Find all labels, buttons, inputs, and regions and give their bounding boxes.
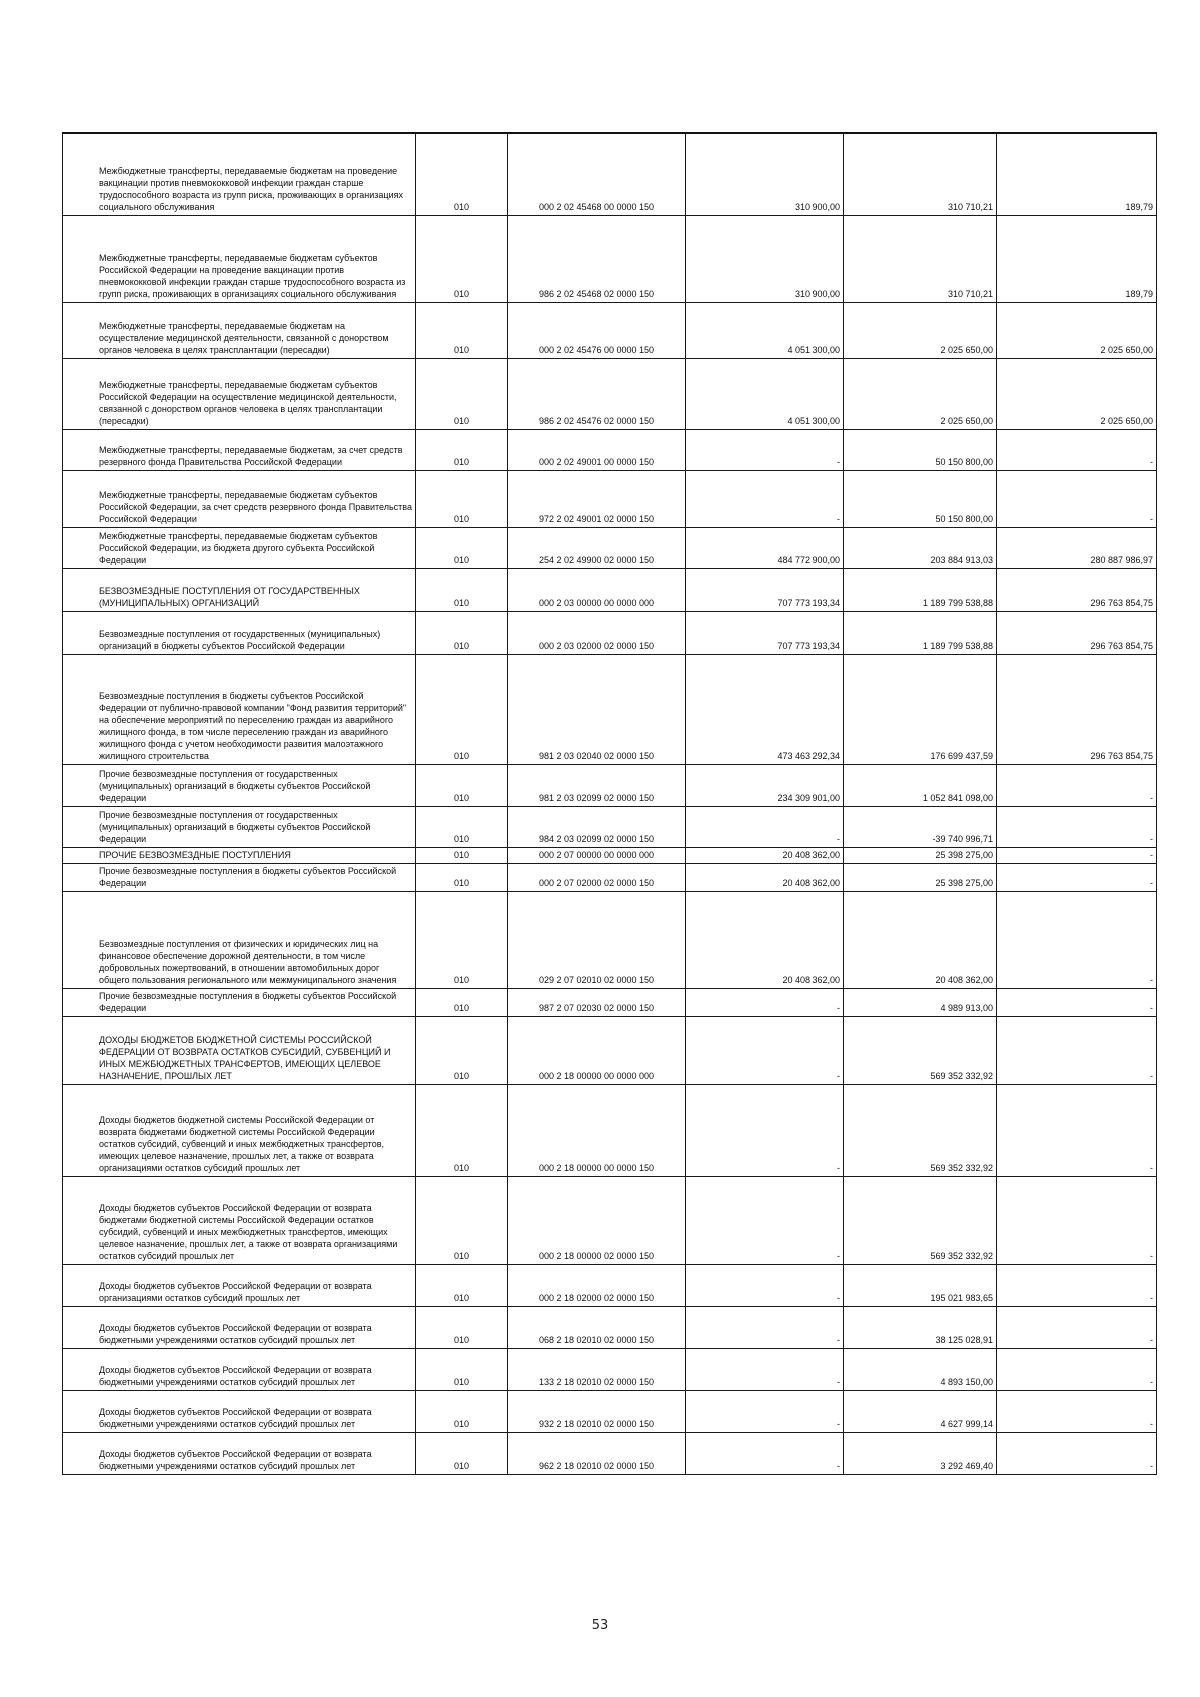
row-budget-classification-code: 000 2 03 02000 02 0000 150 (508, 611, 686, 654)
row-unexecuted-amount: - (997, 863, 1157, 891)
row-executed-amount: 2 025 650,00 (844, 302, 997, 358)
row-approved-amount: - (686, 1390, 844, 1432)
row-unexecuted-amount: - (997, 470, 1157, 527)
row-budget-classification-code: 254 2 02 49900 02 0000 150 (508, 527, 686, 568)
row-budget-classification-code: 000 2 18 02000 02 0000 150 (508, 1264, 686, 1306)
table-row (63, 470, 1157, 527)
row-approved-amount: 484 772 900,00 (686, 527, 844, 568)
row-executed-amount: 203 884 913,03 (844, 527, 997, 568)
table-row (63, 654, 1157, 764)
row-approved-amount: - (686, 1432, 844, 1474)
row-executed-amount: 195 021 983,65 (844, 1264, 997, 1306)
row-line-code: 010 (416, 847, 508, 863)
table-row (63, 847, 1157, 863)
row-name: Прочие безвозмездные поступления от государственных (муниципальных) организаций в бюджеты субъектов Российской Федерации (63, 806, 416, 847)
table-row (63, 302, 1157, 358)
row-executed-amount: 20 408 362,00 (844, 891, 997, 988)
row-line-code: 010 (416, 1176, 508, 1264)
row-line-code: 010 (416, 654, 508, 764)
row-unexecuted-amount: - (997, 1264, 1157, 1306)
row-line-code: 010 (416, 1432, 508, 1474)
row-budget-classification-code: 000 2 02 45468 00 0000 150 (508, 133, 686, 215)
table-row (63, 568, 1157, 611)
row-unexecuted-amount: - (997, 988, 1157, 1016)
row-name: Межбюджетные трансферты, передаваемые бюджетам, за счет средств резервного фонда Правительства Российской Федерации (63, 429, 416, 470)
row-line-code: 010 (416, 1084, 508, 1176)
row-unexecuted-amount: - (997, 847, 1157, 863)
row-line-code: 010 (416, 133, 508, 215)
row-unexecuted-amount: - (997, 1432, 1157, 1474)
row-budget-classification-code: 987 2 07 02030 02 0000 150 (508, 988, 686, 1016)
row-budget-classification-code: 986 2 02 45468 02 0000 150 (508, 215, 686, 302)
row-executed-amount: 310 710,21 (844, 133, 997, 215)
row-line-code: 010 (416, 1264, 508, 1306)
row-line-code: 010 (416, 429, 508, 470)
row-executed-amount: 569 352 332,92 (844, 1016, 997, 1084)
row-executed-amount: 2 025 650,00 (844, 358, 997, 429)
row-line-code: 010 (416, 1348, 508, 1390)
row-approved-amount: 707 773 193,34 (686, 568, 844, 611)
row-executed-amount: 310 710,21 (844, 215, 997, 302)
row-approved-amount: 4 051 300,00 (686, 302, 844, 358)
table-row (63, 1348, 1157, 1390)
row-budget-classification-code: 000 2 18 00000 00 0000 150 (508, 1084, 686, 1176)
row-line-code: 010 (416, 988, 508, 1016)
row-name: Доходы бюджетов субъектов Российской Федерации от возврата бюджетными учреждениями остатков субсидий прошлых лет (63, 1348, 416, 1390)
row-executed-amount: 4 893 150,00 (844, 1348, 997, 1390)
row-line-code: 010 (416, 358, 508, 429)
row-line-code: 010 (416, 527, 508, 568)
table-row (63, 133, 1157, 215)
row-unexecuted-amount: 280 887 986,97 (997, 527, 1157, 568)
table-row (63, 611, 1157, 654)
row-name: Межбюджетные трансферты, передаваемые бюджетам на проведение вакцинации против пневмококковой инфекции граждан старше трудоспособного возраста из групп риска, проживающих в организациях социального обслуживания (63, 133, 416, 215)
row-executed-amount: 4 989 913,00 (844, 988, 997, 1016)
row-name: Прочие безвозмездные поступления в бюджеты субъектов Российской Федерации (63, 863, 416, 891)
row-approved-amount: 20 408 362,00 (686, 863, 844, 891)
row-budget-classification-code: 981 2 03 02040 02 0000 150 (508, 654, 686, 764)
row-approved-amount: - (686, 1016, 844, 1084)
row-name: Межбюджетные трансферты, передаваемые бюджетам субъектов Российской Федерации, за счет средств резервного фонда Правительства Российской Федерации (63, 470, 416, 527)
row-line-code: 010 (416, 891, 508, 988)
row-unexecuted-amount: 296 763 854,75 (997, 611, 1157, 654)
row-line-code: 010 (416, 764, 508, 806)
row-executed-amount: -39 740 996,71 (844, 806, 997, 847)
table-row (63, 806, 1157, 847)
row-unexecuted-amount: 2 025 650,00 (997, 358, 1157, 429)
row-budget-classification-code: 000 2 18 00000 00 0000 000 (508, 1016, 686, 1084)
row-budget-classification-code: 962 2 18 02010 02 0000 150 (508, 1432, 686, 1474)
row-executed-amount: 4 627 999,14 (844, 1390, 997, 1432)
table-row (63, 1432, 1157, 1474)
row-name: Безвозмездные поступления от государственных (муниципальных) организаций в бюджеты субъектов Российской Федерации (63, 611, 416, 654)
row-budget-classification-code: 029 2 07 02010 02 0000 150 (508, 891, 686, 988)
row-budget-classification-code: 932 2 18 02010 02 0000 150 (508, 1390, 686, 1432)
row-name: Доходы бюджетов субъектов Российской Федерации от возврата бюджетными учреждениями остатков субсидий прошлых лет (63, 1432, 416, 1474)
row-approved-amount: - (686, 806, 844, 847)
row-approved-amount: - (686, 988, 844, 1016)
row-line-code: 010 (416, 1306, 508, 1348)
row-approved-amount: 234 309 901,00 (686, 764, 844, 806)
table-row (63, 527, 1157, 568)
row-unexecuted-amount: - (997, 429, 1157, 470)
row-budget-classification-code: 000 2 07 02000 02 0000 150 (508, 863, 686, 891)
row-budget-classification-code: 000 2 02 45476 00 0000 150 (508, 302, 686, 358)
row-approved-amount: 473 463 292,34 (686, 654, 844, 764)
row-unexecuted-amount: - (997, 1348, 1157, 1390)
row-line-code: 010 (416, 215, 508, 302)
row-name: Безвозмездные поступления от физических и юридических лиц на финансовое обеспечение дорожной деятельности, в том числе добровольных пожертвований, в отношении автомобильных дорог общего пользования регионального или межмуниципального значения (63, 891, 416, 988)
row-approved-amount: 310 900,00 (686, 215, 844, 302)
row-approved-amount: - (686, 1084, 844, 1176)
row-line-code: 010 (416, 470, 508, 527)
table-row (63, 1084, 1157, 1176)
row-unexecuted-amount: - (997, 891, 1157, 988)
row-approved-amount: - (686, 470, 844, 527)
row-line-code: 010 (416, 863, 508, 891)
table-row (63, 988, 1157, 1016)
row-approved-amount: - (686, 1176, 844, 1264)
row-unexecuted-amount: 189,79 (997, 133, 1157, 215)
table-row (63, 1016, 1157, 1084)
row-budget-classification-code: 000 2 18 00000 02 0000 150 (508, 1176, 686, 1264)
row-executed-amount: 38 125 028,91 (844, 1306, 997, 1348)
row-budget-classification-code: 981 2 03 02099 02 0000 150 (508, 764, 686, 806)
row-name: Прочие безвозмездные поступления от государственных (муниципальных) организаций в бюджеты субъектов Российской Федерации (63, 764, 416, 806)
row-line-code: 010 (416, 806, 508, 847)
table-row (63, 764, 1157, 806)
row-budget-classification-code: 972 2 02 49001 02 0000 150 (508, 470, 686, 527)
row-name: ДОХОДЫ БЮДЖЕТОВ БЮДЖЕТНОЙ СИСТЕМЫ РОССИЙСКОЙ ФЕДЕРАЦИИ ОТ ВОЗВРАТА ОСТАТКОВ СУБСИДИЙ, СУБВЕНЦИЙ И ИНЫХ МЕЖБЮДЖЕТНЫХ ТРАНСФЕРТОВ, ИМЕЮЩИХ ЦЕЛЕВОЕ НАЗНАЧЕНИЕ, ПРОШЛЫХ ЛЕТ (63, 1016, 416, 1084)
row-approved-amount: 20 408 362,00 (686, 847, 844, 863)
row-line-code: 010 (416, 611, 508, 654)
row-unexecuted-amount: - (997, 764, 1157, 806)
row-executed-amount: 176 699 437,59 (844, 654, 997, 764)
table-row (63, 429, 1157, 470)
row-approved-amount: - (686, 1306, 844, 1348)
row-budget-classification-code: 133 2 18 02010 02 0000 150 (508, 1348, 686, 1390)
row-name: Доходы бюджетов субъектов Российской Федерации от возврата организациями остатков субсидий прошлых лет (63, 1264, 416, 1306)
row-executed-amount: 1 052 841 098,00 (844, 764, 997, 806)
row-approved-amount: - (686, 1348, 844, 1390)
row-line-code: 010 (416, 302, 508, 358)
row-executed-amount: 569 352 332,92 (844, 1176, 997, 1264)
row-name: Межбюджетные трансферты, передаваемые бюджетам субъектов Российской Федерации, из бюджета другого субъекта Российской Федерации (63, 527, 416, 568)
row-name: Прочие безвозмездные поступления в бюджеты субъектов Российской Федерации (63, 988, 416, 1016)
row-executed-amount: 569 352 332,92 (844, 1084, 997, 1176)
row-name: Доходы бюджетов бюджетной системы Российской Федерации от возврата бюджетами бюджетной системы Российской Федерации остатков субсидий, субвенций и иных межбюджетных трансфертов, имеющих целевое назначение, прошлых лет, а также от возврата организациями остатков субсидий прошлых лет (63, 1084, 416, 1176)
row-budget-classification-code: 000 2 02 49001 00 0000 150 (508, 429, 686, 470)
row-unexecuted-amount: - (997, 1390, 1157, 1432)
row-name: Доходы бюджетов субъектов Российской Федерации от возврата бюджетными учреждениями остатков субсидий прошлых лет (63, 1306, 416, 1348)
table-row (63, 1176, 1157, 1264)
table-row (63, 1264, 1157, 1306)
row-name: Межбюджетные трансферты, передаваемые бюджетам субъектов Российской Федерации на осуществление медицинской деятельности, связанной с донорством органов человека в целях трансплантации (пересадки) (63, 358, 416, 429)
table-row (63, 215, 1157, 302)
row-name: Межбюджетные трансферты, передаваемые бюджетам на осуществление медицинской деятельности, связанной с донорством органов человека в целях трансплантации (пересадки) (63, 302, 416, 358)
row-approved-amount: 310 900,00 (686, 133, 844, 215)
row-name: Доходы бюджетов субъектов Российской Федерации от возврата бюджетами бюджетной системы Российской Федерации остатков субсидий, субвенций и иных межбюджетных трансфертов, имеющих целевое назначение, прошлых лет, а также от возврата организациями остатков субсидий прошлых лет (63, 1176, 416, 1264)
row-unexecuted-amount: 296 763 854,75 (997, 654, 1157, 764)
row-executed-amount: 1 189 799 538,88 (844, 611, 997, 654)
row-unexecuted-amount: - (997, 1084, 1157, 1176)
page-number: 53 (591, 1618, 609, 1633)
row-executed-amount: 3 292 469,40 (844, 1432, 997, 1474)
row-budget-classification-code: 000 2 03 00000 00 0000 000 (508, 568, 686, 611)
table-body (63, 133, 1157, 1474)
row-budget-classification-code: 984 2 03 02099 02 0000 150 (508, 806, 686, 847)
row-line-code: 010 (416, 568, 508, 611)
row-approved-amount: 20 408 362,00 (686, 891, 844, 988)
row-unexecuted-amount: 2 025 650,00 (997, 302, 1157, 358)
row-approved-amount: 4 051 300,00 (686, 358, 844, 429)
row-unexecuted-amount: 189,79 (997, 215, 1157, 302)
row-approved-amount: - (686, 429, 844, 470)
row-unexecuted-amount: - (997, 1016, 1157, 1084)
row-line-code: 010 (416, 1390, 508, 1432)
row-line-code: 010 (416, 1016, 508, 1084)
row-executed-amount: 1 189 799 538,88 (844, 568, 997, 611)
row-name: Доходы бюджетов субъектов Российской Федерации от возврата бюджетными учреждениями остатков субсидий прошлых лет (63, 1390, 416, 1432)
row-executed-amount: 50 150 800,00 (844, 470, 997, 527)
table-row (63, 358, 1157, 429)
table-row (63, 1390, 1157, 1432)
row-name: ПРОЧИЕ БЕЗВОЗМЕЗДНЫЕ ПОСТУПЛЕНИЯ (63, 847, 416, 863)
row-budget-classification-code: 000 2 07 00000 00 0000 000 (508, 847, 686, 863)
row-unexecuted-amount: - (997, 1176, 1157, 1264)
row-name: Межбюджетные трансферты, передаваемые бюджетам субъектов Российской Федерации на проведение вакцинации против пневмококковой инфекции граждан старше трудоспособного возраста из групп риска, проживающих в организациях социального обслуживания (63, 215, 416, 302)
row-name: БЕЗВОЗМЕЗДНЫЕ ПОСТУПЛЕНИЯ ОТ ГОСУДАРСТВЕННЫХ (МУНИЦИПАЛЬНЫХ) ОРГАНИЗАЦИЙ (63, 568, 416, 611)
row-executed-amount: 50 150 800,00 (844, 429, 997, 470)
table-row (63, 891, 1157, 988)
row-approved-amount: 707 773 193,34 (686, 611, 844, 654)
row-name: Безвозмездные поступления в бюджеты субъектов Российской Федерации от публично-правовой компании "Фонд развития территорий" на обеспечение мероприятий по переселению граждан из аварийного жилищного фонда, в том числе переселению граждан из аварийного жилищного фонда с учетом необходимости развития малоэтажного жилищного строительства (63, 654, 416, 764)
table-row (63, 1306, 1157, 1348)
row-executed-amount: 25 398 275,00 (844, 847, 997, 863)
row-executed-amount: 25 398 275,00 (844, 863, 997, 891)
row-unexecuted-amount: - (997, 1306, 1157, 1348)
row-budget-classification-code: 986 2 02 45476 02 0000 150 (508, 358, 686, 429)
table-row (63, 863, 1157, 891)
budget-table (62, 132, 1157, 1475)
row-approved-amount: - (686, 1264, 844, 1306)
row-budget-classification-code: 068 2 18 02010 02 0000 150 (508, 1306, 686, 1348)
row-unexecuted-amount: - (997, 806, 1157, 847)
row-unexecuted-amount: 296 763 854,75 (997, 568, 1157, 611)
